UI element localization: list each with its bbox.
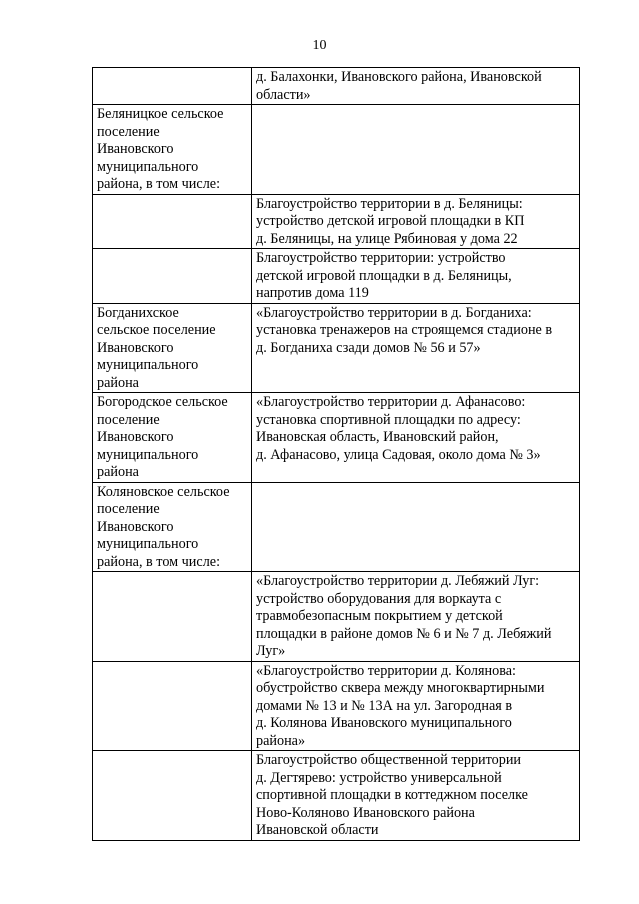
cell-text-line: области» <box>256 86 311 103</box>
cell-text-line: обустройство сквера между многоквартирными <box>256 680 545 696</box>
cell-text-line: «Благоустройство территории в д. Богданиха: <box>256 304 532 321</box>
cell-text-line: Ивановского <box>97 518 174 535</box>
page-number: 10 <box>312 38 327 53</box>
cell-text-line: поселение <box>97 501 160 517</box>
table-cell-municipality <box>93 751 252 841</box>
cell-text-line: устройство оборудования для воркаута с <box>256 590 502 607</box>
table-row <box>93 482 580 572</box>
table-row <box>93 194 580 249</box>
table-cell-project <box>252 194 580 249</box>
cell-text-line: Ивановского <box>97 429 174 445</box>
cell-text-line: района, в том числе: <box>97 176 221 192</box>
cell-text-line: Благоустройство территории: устройство <box>256 250 506 266</box>
table-cell-municipality <box>93 105 252 195</box>
cell-text-line: «Благоустройство территории д. Лебяжий Луг: <box>256 573 540 589</box>
cell-text-line: района» <box>256 732 306 749</box>
cell-text-line: Коляновское сельское <box>97 483 230 500</box>
cell-text-line: поселение <box>97 123 160 140</box>
table-cell-project <box>252 68 580 105</box>
cell-text-line: детской игровой площадки в д. Беляницы, <box>256 267 512 284</box>
cell-text-line: д. Дегтярево: устройство универсальной <box>256 769 502 786</box>
table-row <box>93 68 580 105</box>
cell-text-line: установка тренажеров на строящемся стадионе в <box>256 322 553 338</box>
cell-text-line: д. Балахонки, Ивановского района, Ивановской <box>256 69 542 85</box>
cell-text-line: «Благоустройство территории д. Колянова: <box>256 662 516 679</box>
cell-text-line: напротив дома 119 <box>256 285 369 301</box>
cell-text-line: д. Богданиха сзади домов № 56 и 57» <box>256 339 481 356</box>
cell-text-line: д. Колянова Ивановского муниципального <box>256 715 512 731</box>
table-cell-municipality <box>93 303 252 393</box>
cell-text-line: Богородское сельское <box>97 394 228 410</box>
cell-text-line: Ивановской области <box>256 822 379 838</box>
table-cell-project <box>252 482 580 572</box>
cell-text-line: Богданихское <box>97 304 179 321</box>
cell-text-line: муниципального <box>97 158 199 175</box>
cell-text-line: Ивановская область, Ивановский район, <box>256 429 499 445</box>
document-table <box>92 67 580 841</box>
table-cell-municipality <box>93 249 252 304</box>
cell-text-line: муниципального <box>97 357 199 373</box>
table-cell-project <box>252 249 580 304</box>
table-cell-municipality <box>93 482 252 572</box>
cell-text-line: Луг» <box>256 643 286 659</box>
cell-text-line: площадки в районе домов № 6 и № 7 д. Лебяжий <box>256 625 552 642</box>
table-cell-municipality <box>93 572 252 662</box>
cell-text-line: д. Афанасово, улица Садовая, около дома № 3» <box>256 446 541 463</box>
cell-text-line: установка спортивной площадки по адресу: <box>256 411 521 428</box>
table-row <box>93 105 580 195</box>
cell-text-line: Ново-Коляново Ивановского района <box>256 804 475 821</box>
table-row <box>93 661 580 751</box>
cell-text-line: муниципального <box>97 446 199 463</box>
table-row <box>93 751 580 841</box>
cell-text-line: устройство детской игровой площадки в КП <box>256 213 525 229</box>
cell-text-line: района <box>97 374 139 391</box>
table-body <box>93 68 580 841</box>
cell-text-line: Ивановского <box>97 141 174 157</box>
cell-text-line: района <box>97 464 139 480</box>
cell-text-line: Благоустройство общественной территории <box>256 752 522 768</box>
cell-text-line: д. Беляницы, на улице Рябиновая у дома 22 <box>256 230 518 247</box>
table-cell-project <box>252 393 580 483</box>
table-cell-municipality <box>93 393 252 483</box>
table-cell-project <box>252 303 580 393</box>
table-row <box>93 303 580 393</box>
cell-text-line: сельское поселение <box>97 322 216 338</box>
cell-text-line: «Благоустройство территории д. Афанасово: <box>256 394 526 410</box>
cell-text-line: домами № 13 и № 13А на ул. Загородная в <box>256 697 513 714</box>
cell-text-line: района, в том числе: <box>97 553 221 570</box>
table-cell-municipality <box>93 68 252 105</box>
cell-text-line: Ивановского <box>97 339 174 356</box>
cell-text-line: травмобезопасным покрытием у детской <box>256 608 503 624</box>
table-cell-project <box>252 105 580 195</box>
cell-text-line: Беляницкое сельское <box>97 106 224 122</box>
table-row <box>93 393 580 483</box>
cell-text-line: Благоустройство территории в д. Беляницы: <box>256 195 523 212</box>
table-cell-municipality <box>93 194 252 249</box>
table-row <box>93 572 580 662</box>
cell-text-line: поселение <box>97 411 160 428</box>
table-cell-municipality <box>93 661 252 751</box>
cell-text-line: спортивной площадки в коттеджном поселке <box>256 787 528 803</box>
table-cell-project <box>252 751 580 841</box>
table-cell-project <box>252 572 580 662</box>
cell-text-line: муниципального <box>97 536 199 552</box>
table-row <box>93 249 580 304</box>
table-cell-project <box>252 661 580 751</box>
